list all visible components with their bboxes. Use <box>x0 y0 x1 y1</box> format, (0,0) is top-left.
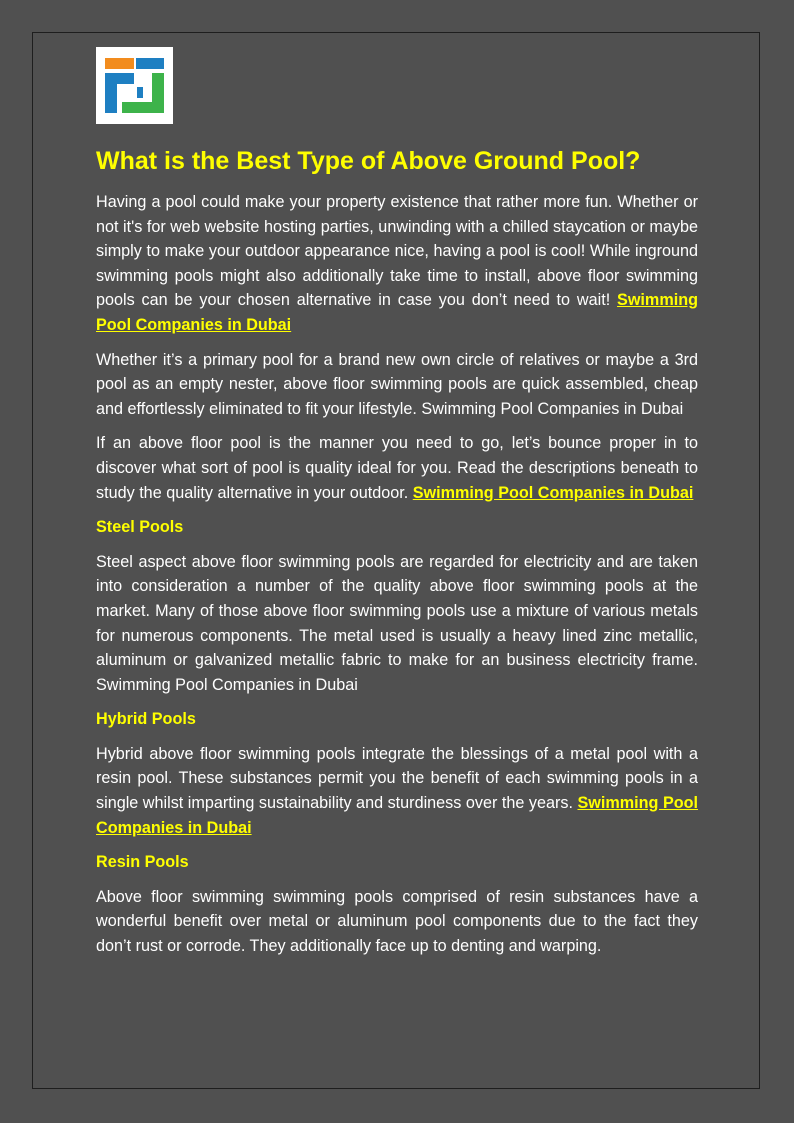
paragraph-steel-pools: Steel aspect above floor swimming pools are regarded for electricity and are taken into consideration a number of the quality above floor swimming pools at the market. Many of those above floor swimming pools use a mixture of various metals for numerous components. The metal used is usually a heavy lined zinc metallic, aluminum or galvanized metallic fabric to make for an business electricity frame. Swimming Pool Companies in Dubai <box>96 552 698 694</box>
swimming-pool-link-3[interactable]: Swimming Pool Companies in Dubai <box>96 794 699 837</box>
paragraph-hybrid-text: Hybrid above floor swimming pools integrate the blessings of a metal pool with a resin pool. These substances permit you the benefit of each swimming pools in a single whilst imparting sustainability and sturdiness over the years. <box>96 744 698 813</box>
paragraph-choose-pool-text: If an above floor pool is the manner you need to go, let’s bounce proper in to discover what sort of pool is quality ideal for you. Read the descriptions beneath to study the quality alternative in your outdoor. <box>96 434 698 502</box>
heading-resin-pools: Resin Pools <box>96 853 189 872</box>
document-body <box>96 144 698 969</box>
swimming-pool-link-2[interactable]: Swimming Pool Companies in Dubai <box>412 483 694 502</box>
company-logo <box>96 47 173 124</box>
company-logo-icon <box>96 47 173 124</box>
paragraph-resin-pools: Above floor swimming swimming pools comprised of resin substances have a wonderful benefit over metal or aluminum pool components due to the fact they don’t rust or corrode. They additionally face up to denting and warping. <box>96 887 698 956</box>
heading-steel-pools: Steel Pools <box>96 518 184 537</box>
paragraph-intro-text: Having a pool could make your property existence that rather more fun. Whether or not it's for web website hosting parties, unwinding with a chilled staycation or maybe simply to make your outdoor appearance nice, having a pool is cool! While inground swimming pools might also additionally take time to install, above floor swimming pools can be your chosen alternative in case you don’t need to wait! <box>96 193 698 310</box>
paragraph-primary-pool: Whether it’s a primary pool for a brand new own circle of relatives or maybe a 3rd pool as an empty nester, above floor swimming pools are quick assembled, cheap and effortlessly eliminated to fit your lifestyle. Swimming Pool Companies in Dubai <box>96 350 698 418</box>
paragraph-hybrid-pools <box>96 742 698 840</box>
page-title: What is the Best Type of Above Ground Pool? <box>96 147 641 175</box>
paragraph-choose-pool <box>96 431 698 505</box>
swimming-pool-link-1[interactable]: Swimming Pool Companies in Dubai <box>96 291 698 334</box>
heading-hybrid-pools: Hybrid Pools <box>96 710 196 729</box>
paragraph-intro <box>96 190 698 338</box>
